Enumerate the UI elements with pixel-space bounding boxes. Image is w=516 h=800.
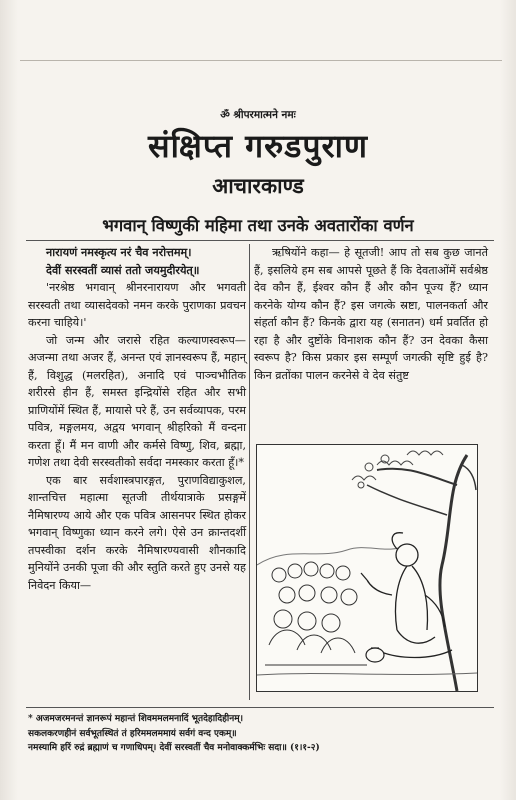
left-column [28, 244, 246, 594]
sanskrit-verse-line-2: देवीं सरस्वतीं व्यासं ततो जयमुदीरयेत्॥ [46, 262, 200, 277]
sages-question: ऋषियोंने कहा— हे सूतजी! आप तो सब कुछ जानते हैं, इसलिये हम सब आपसे पूछते हैं कि देवताओंमें सर्वश्रेष्ठ देव कौन हैं, ईश्वर कौन हैं और कौन पूज्य हैं? ध्यान करनेके योग्य कौन हैं? इस जगत्के स्रष्टा, पालनकर्ता और संहर्ता कौन हैं? किनके द्वारा यह (सनातन) धर्म प्रवर्तित हो रहा है और दुष्टोंके विनाशक कौन हैं? उन देवका कैसा स्वरूप है? किस प्रकार इस सम्पूर्ण जगत्की सृष्टि हुई है? किन व्रतोंका पालन करनेसे वे देव संतुष्ट [254, 246, 488, 382]
right-column [254, 244, 488, 384]
illustration-suta-and-sages [256, 444, 478, 692]
paragraph-1: जो जन्म और जरासे रहित कल्याणस्वरूप—अजन्मा तथा अजर हैं, अनन्त एवं ज्ञानस्वरूप हैं, महान् हैं, विशुद्ध (मलरहित), अनादि एवं पाञ्चभौतिक शरीरसे हीन हैं, समस्त इन्द्रियोंसे रहित और सभी प्राणियोंमें स्थित हैं, मायासे परे हैं, उन सर्वव्यापक, परम पवित्र, मङ्गलमय, अद्वय भगवान् श्रीहरिको मैं वन्दना करता हूँ। मैं मन वाणी और कर्मसे विष्णु, शिव, ब्रह्मा, गणेश तथा देवी सरस्वतीको सर्वदा नमस्कार करता हूँ।* [28, 333, 246, 469]
paragraph-2: एक बार सर्वशास्त्रपारङ्गत, पुराणविद्याकुशल, शान्तचित्त महात्मा सूतजी तीर्थयात्राके प्रसङ्गमें नैमिषारण्य आये और एक पवित्र आसनपर स्थित होकर भगवान् विष्णुका ध्यान करने लगे। ऐसे उन क्रान्तदर्शी तपस्वीका दर्शन करके नैमिषारण्यवासी शौनकादि मुनियोंने उनकी पूजा की और स्तुति करते हुए उनसे यह निवेदन किया— [28, 473, 246, 592]
footnote [28, 712, 490, 756]
footnote-rule [26, 707, 494, 708]
section-title: आचारकाण्ड [212, 174, 304, 198]
sanskrit-verse-line-1: नारायणं नमस्कृत्य नरं चैव नरोत्तमम्। [46, 245, 192, 259]
page-title: संक्षिप्त गरुडपुराण [147, 127, 369, 165]
column-divider [249, 244, 250, 700]
heading-rule [26, 240, 494, 241]
footnote-line-1: * अजमजरमनन्तं ज्ञानरूपं महान्तं शिवममलमनादिं भूतदेहादिहीनम्। [28, 714, 244, 724]
chapter-heading: भगवान् विष्णुकी महिमा तथा उनके अवतारोंका वर्णन [102, 216, 414, 235]
running-head [20, 46, 502, 61]
footnote-line-3: नमस्यामि हरिं रुद्रं ब्रह्माणं च गणाधिपम्। देवीं सरस्वतीं चैव मनोवाक्कर्मभिः सदा॥ (१।१-२) [28, 743, 320, 753]
invocation: ॐ श्रीपरमात्मने नमः [220, 109, 296, 121]
footnote-line-2: सकलकरणहीनं सर्वभूतस्थितं तं हरिममलममायं सर्वगं वन्द एकम्॥ [28, 728, 237, 739]
illustration-drawing [257, 445, 477, 691]
verse-translation: 'नरश्रेष्ठ भगवान् श्रीनरनारायण और भगवती सरस्वती तथा व्यासदेवको नमन करके पुराणका प्रवचन करना चाहिये।' [28, 281, 246, 329]
